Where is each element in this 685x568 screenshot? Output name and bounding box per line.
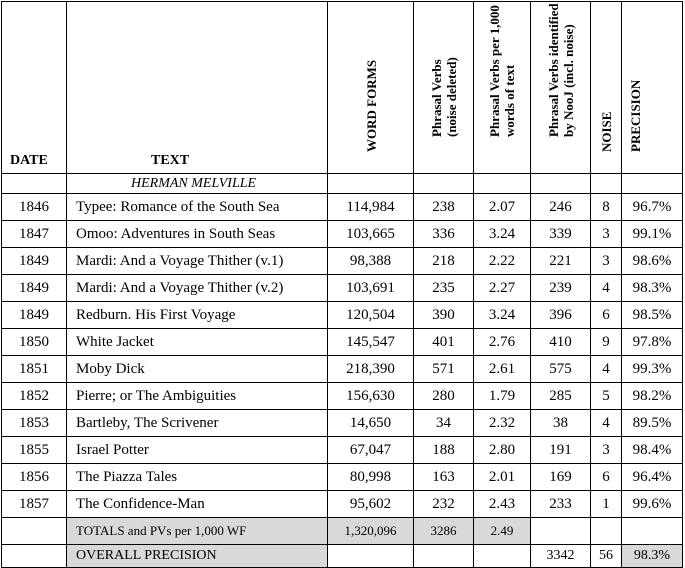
cell-phrasal-verbs: 218 [414,248,474,275]
table-row [2,194,683,221]
cell-phrasal-verbs: 188 [414,437,474,464]
cell-date: 1853 [2,410,67,437]
header-pv-per-1000 [474,2,531,174]
header-date: DATE [2,2,67,174]
cell-nooj: 575 [531,356,591,383]
cell-phrasal-verbs: 235 [414,275,474,302]
cell-word-forms: 14,650 [328,410,414,437]
header-pv-per-1000-line2: words of text [502,64,517,137]
cell-noise: 5 [591,383,622,410]
totals-per-1000: 2.49 [474,518,531,545]
cell-text: White Jacket [67,329,328,356]
cell-text: Mardi: And a Voyage Thither (v.2) [67,275,328,302]
cell-phrasal-verbs: 163 [414,464,474,491]
header-pv-nooj-line2: by NooJ (incl. noise) [560,24,576,137]
cell-text: Moby Dick [67,356,328,383]
cell-phrasal-verbs: 336 [414,221,474,248]
cell-nooj: 396 [531,302,591,329]
cell-noise: 8 [591,194,622,221]
overall-row [2,545,683,568]
table-row [2,248,683,275]
cell-precision: 98.2% [622,383,683,410]
table-row [2,356,683,383]
cell-precision: 99.6% [622,491,683,518]
cell-precision: 96.4% [622,464,683,491]
cell-word-forms: 218,390 [328,356,414,383]
header-noise [591,2,622,174]
cell-precision: 98.4% [622,437,683,464]
totals-row [2,518,683,545]
cell-word-forms: 80,998 [328,464,414,491]
cell-date: 1855 [2,437,67,464]
header-word-forms [328,2,414,174]
cell-nooj: 239 [531,275,591,302]
table-row [2,383,683,410]
cell-per-1000: 2.43 [474,491,531,518]
cell-noise: 4 [591,356,622,383]
cell-per-1000: 2.07 [474,194,531,221]
cell-text: Israel Potter [67,437,328,464]
cell-date: 1849 [2,248,67,275]
cell-noise: 3 [591,437,622,464]
cell-precision: 98.5% [622,302,683,329]
header-pv-noise-deleted [414,2,474,174]
cell-phrasal-verbs: 238 [414,194,474,221]
cell-phrasal-verbs: 280 [414,383,474,410]
table-row [2,221,683,248]
cell-word-forms: 145,547 [328,329,414,356]
cell-per-1000: 3.24 [474,302,531,329]
totals-word-forms: 1,320,096 [328,518,414,545]
cell-per-1000: 2.32 [474,410,531,437]
cell-date: 1852 [2,383,67,410]
cell-precision: 89.5% [622,410,683,437]
cell-date: 1849 [2,275,67,302]
cell-noise: 4 [591,275,622,302]
header-pv-per-1000-line1: Phrasal Verbs per 1,000 [487,5,502,137]
cell-per-1000: 2.22 [474,248,531,275]
author-row [2,174,683,194]
totals-label: TOTALS and PVs per 1,000 WF [67,518,328,545]
cell-date: 1846 [2,194,67,221]
cell-per-1000: 3.24 [474,221,531,248]
cell-per-1000: 2.61 [474,356,531,383]
table-row [2,464,683,491]
cell-word-forms: 95,602 [328,491,414,518]
header-precision [622,2,683,174]
cell-phrasal-verbs: 390 [414,302,474,329]
header-pv-nooj-line1: Phrasal Verbs identified [545,3,561,137]
cell-text: The Confidence-Man [67,491,328,518]
totals-phrasal-verbs: 3286 [414,518,474,545]
table-row [2,410,683,437]
melville-phrasal-verbs-table [1,1,683,568]
cell-noise: 6 [591,302,622,329]
cell-date: 1857 [2,491,67,518]
cell-date: 1847 [2,221,67,248]
cell-date: 1850 [2,329,67,356]
table-row [2,275,683,302]
cell-per-1000: 1.79 [474,383,531,410]
header-pv-nooj [531,2,591,174]
header-pv-noise-deleted-line1: Phrasal Verbs [428,59,444,137]
cell-word-forms: 103,665 [328,221,414,248]
cell-per-1000: 2.80 [474,437,531,464]
cell-precision: 96.7% [622,194,683,221]
cell-text: Bartleby, The Scrivener [67,410,328,437]
cell-nooj: 169 [531,464,591,491]
cell-text: The Piazza Tales [67,464,328,491]
cell-noise: 3 [591,221,622,248]
cell-date: 1849 [2,302,67,329]
table-row [2,437,683,464]
table-row [2,302,683,329]
cell-nooj: 233 [531,491,591,518]
cell-per-1000: 2.27 [474,275,531,302]
header-text: TEXT [67,2,328,174]
cell-text: Typee: Romance of the South Sea [67,194,328,221]
cell-precision: 98.6% [622,248,683,275]
cell-date: 1856 [2,464,67,491]
cell-phrasal-verbs: 401 [414,329,474,356]
cell-word-forms: 156,630 [328,383,414,410]
data-rows [2,194,683,518]
overall-nooj-total: 3342 [531,545,591,568]
header-word-forms-label: WORD FORMS [363,59,379,152]
cell-date: 1851 [2,356,67,383]
cell-word-forms: 98,388 [328,248,414,275]
header-noise-label: NOISE [599,111,614,152]
table-row [2,491,683,518]
cell-noise: 9 [591,329,622,356]
cell-precision: 97.8% [622,329,683,356]
cell-nooj: 410 [531,329,591,356]
cell-phrasal-verbs: 34 [414,410,474,437]
header-row [2,2,683,174]
cell-text: Mardi: And a Voyage Thither (v.1) [67,248,328,275]
cell-word-forms: 120,504 [328,302,414,329]
cell-noise: 6 [591,464,622,491]
cell-per-1000: 2.76 [474,329,531,356]
cell-nooj: 285 [531,383,591,410]
cell-phrasal-verbs: 571 [414,356,474,383]
cell-nooj: 38 [531,410,591,437]
cell-noise: 1 [591,491,622,518]
overall-precision: 98.3% [622,545,683,568]
cell-per-1000: 2.01 [474,464,531,491]
cell-word-forms: 67,047 [328,437,414,464]
cell-text: Redburn. His First Voyage [67,302,328,329]
cell-nooj: 191 [531,437,591,464]
cell-word-forms: 103,691 [328,275,414,302]
cell-word-forms: 114,984 [328,194,414,221]
table-row [2,329,683,356]
cell-precision: 99.1% [622,221,683,248]
cell-precision: 98.3% [622,275,683,302]
author-name: HERMAN MELVILLE [67,174,328,194]
cell-noise: 4 [591,410,622,437]
cell-text: Pierre; or The Ambiguities [67,383,328,410]
header-pv-noise-deleted-line2: (noise deleted) [443,57,459,137]
overall-label: OVERALL PRECISION [67,545,328,568]
cell-text: Omoo: Adventures in South Seas [67,221,328,248]
cell-phrasal-verbs: 232 [414,491,474,518]
cell-noise: 3 [591,248,622,275]
cell-nooj: 246 [531,194,591,221]
cell-precision: 99.3% [622,356,683,383]
cell-nooj: 221 [531,248,591,275]
cell-nooj: 339 [531,221,591,248]
header-precision-label: PRECISION [628,79,643,152]
overall-noise-total: 56 [591,545,622,568]
